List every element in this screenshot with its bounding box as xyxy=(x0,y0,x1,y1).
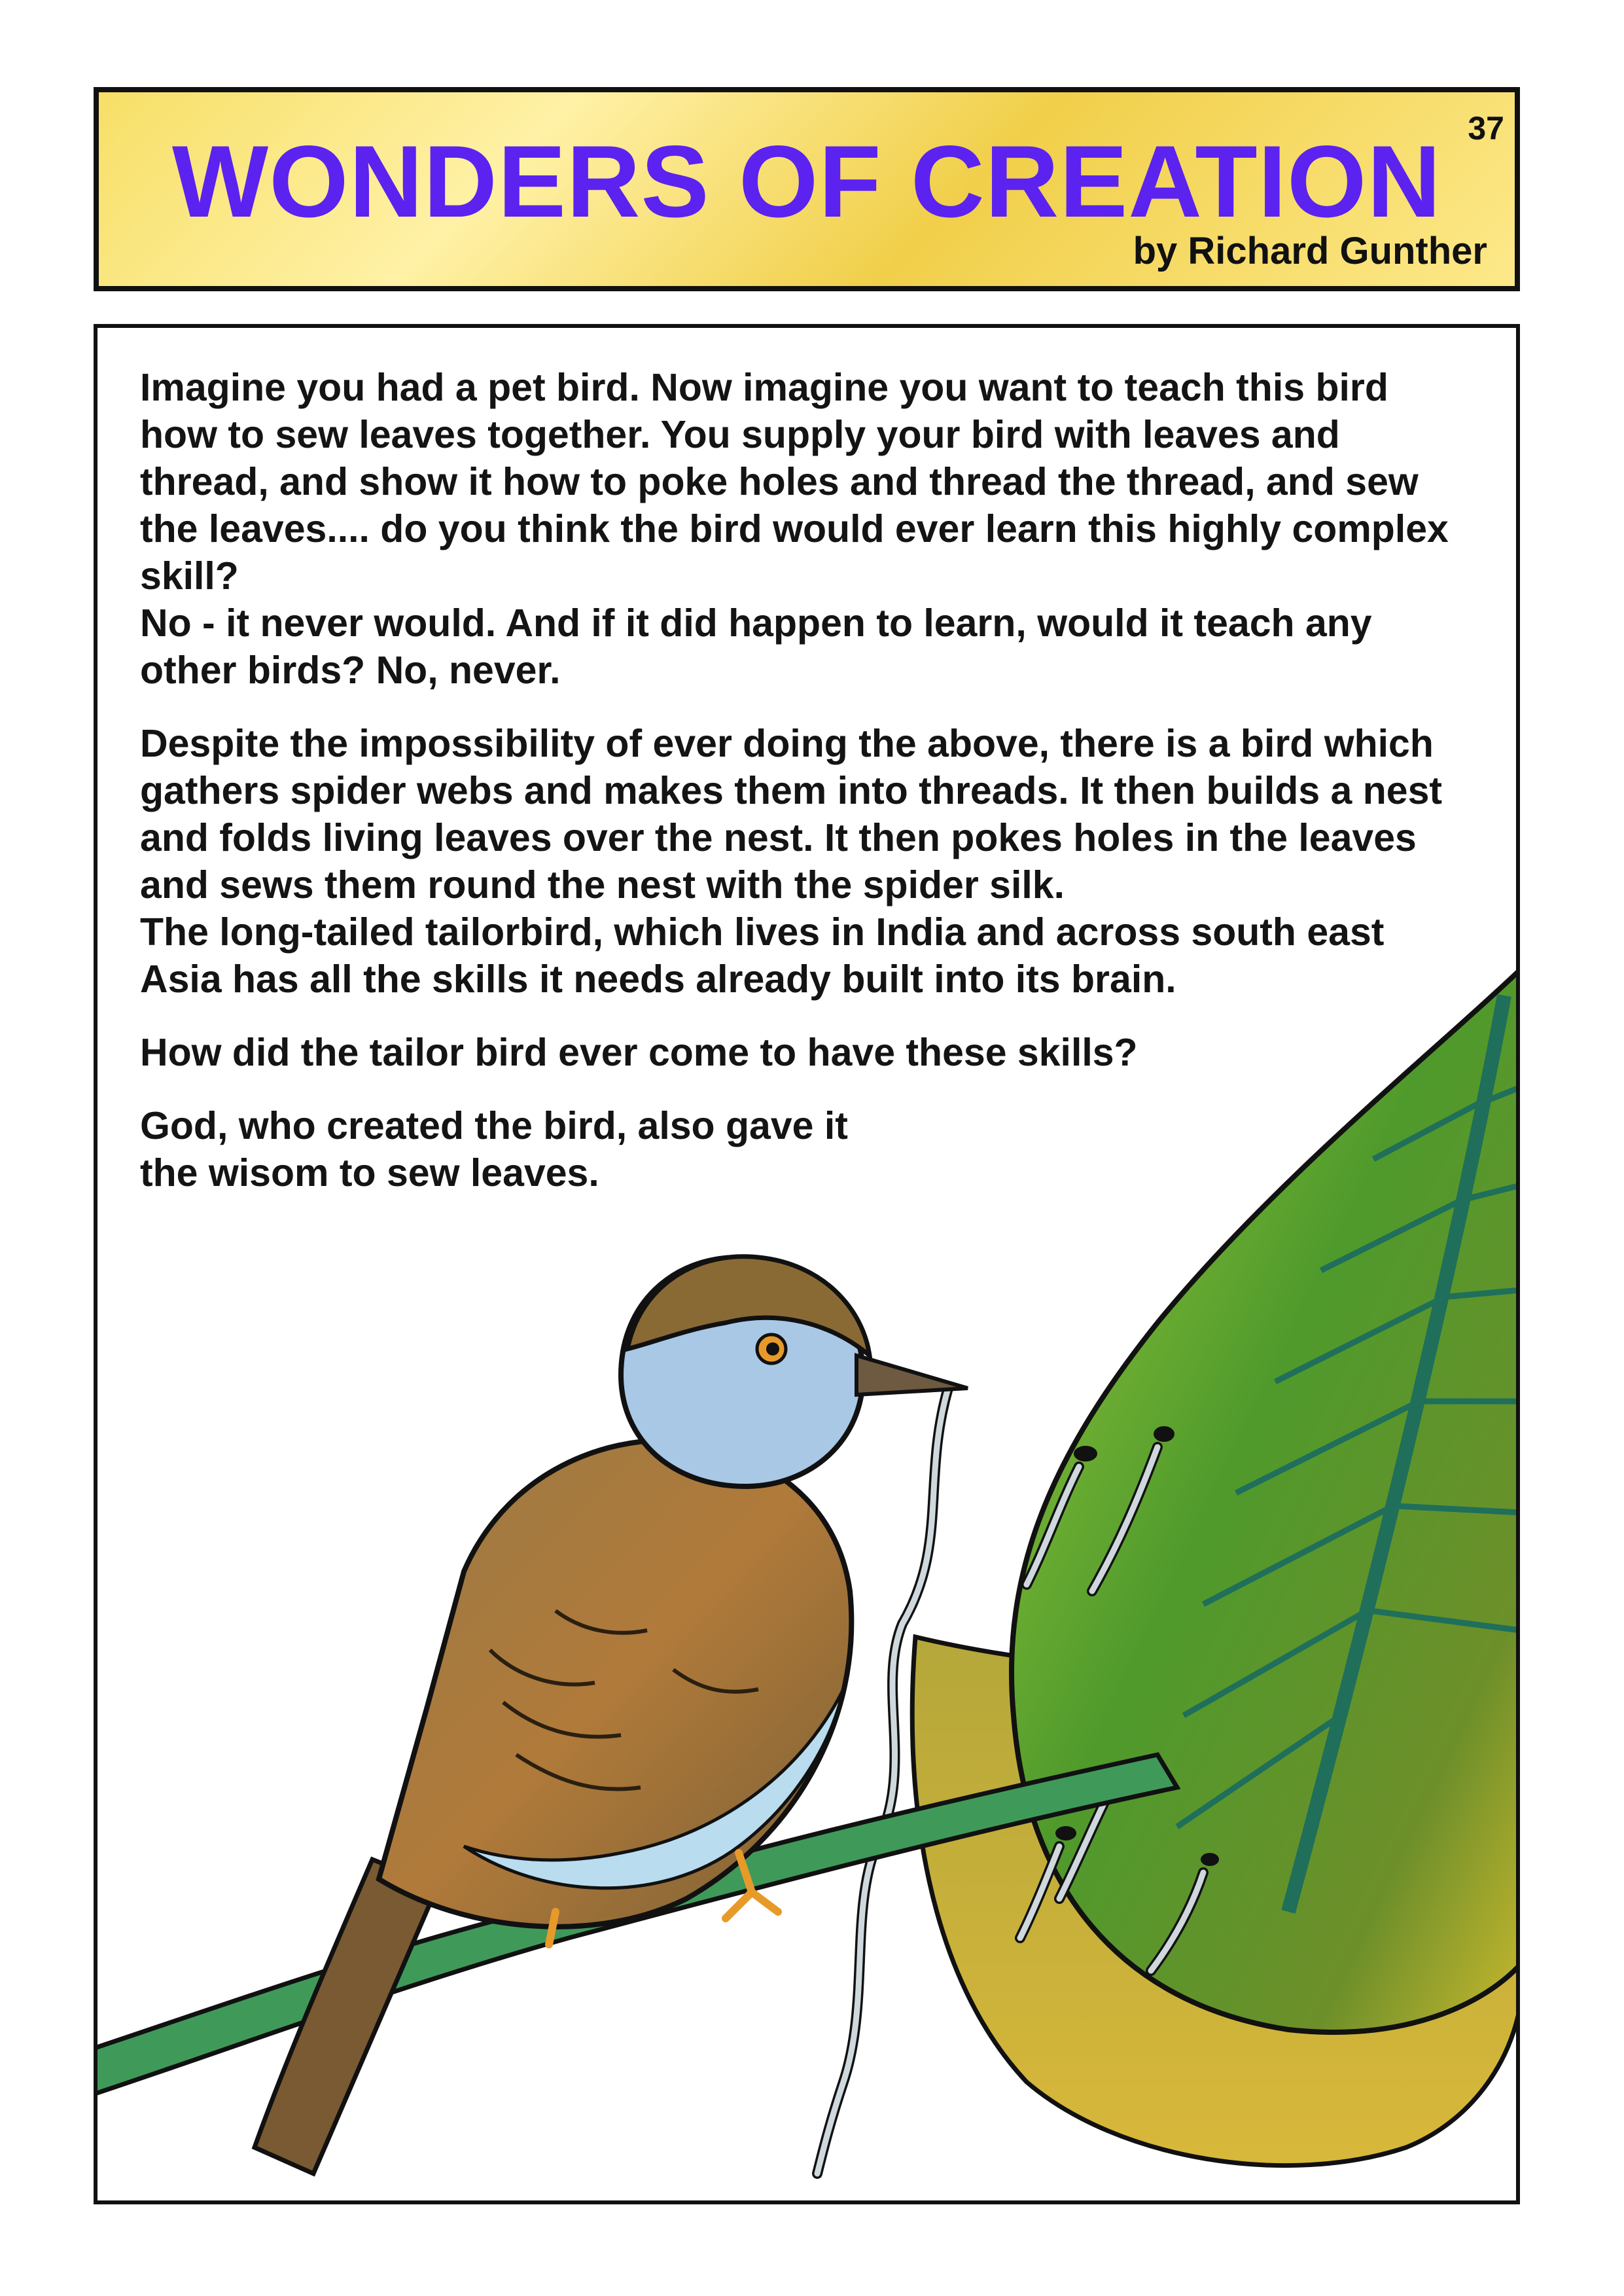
sewn-leaf-icon xyxy=(1012,969,1520,2032)
paragraph-intro: Imagine you had a pet bird. Now imagine you want to teach this bird how to sew leaves together. You supply your bird with leaves and thread, and show it how to poke holes and thread the thread, and sew the leaves.... do you think the bird would ever learn this highly complex skill? xyxy=(140,366,1449,598)
paragraph-question: How did the tailor bird ever come to have these skills? xyxy=(140,1031,1138,1074)
paragraph-species: The long-tailed tailorbird, which lives in India and across south east Asia has all the skills it needs already built into its brain. xyxy=(140,910,1385,1001)
answer-line-2: the wisom to sew leaves. xyxy=(140,1151,599,1194)
page-title: WONDERS OF CREATION xyxy=(171,125,1442,239)
paragraph-tailorbird: Despite the impossibility of ever doing the above, there is a bird which gathers spider webs and makes them into threads. It then builds a nest and folds living leaves over the nest. It then pokes holes in the leaves and sews them round the nest with the spider silk. xyxy=(140,722,1443,906)
tailorbird-illustration xyxy=(97,328,1520,2204)
tailorbird-icon xyxy=(255,1257,968,2174)
title-banner xyxy=(94,87,1520,291)
paragraph-answer-no: No - it never would. And if it did happen to learn, would it teach any other birds? No, never. xyxy=(140,601,1372,692)
answer-line-1: God, who created the bird, also gave it xyxy=(140,1104,848,1147)
content-panel xyxy=(94,324,1520,2204)
page-number: 37 xyxy=(1468,110,1504,147)
author-byline: by Richard Gunther xyxy=(1133,230,1487,272)
